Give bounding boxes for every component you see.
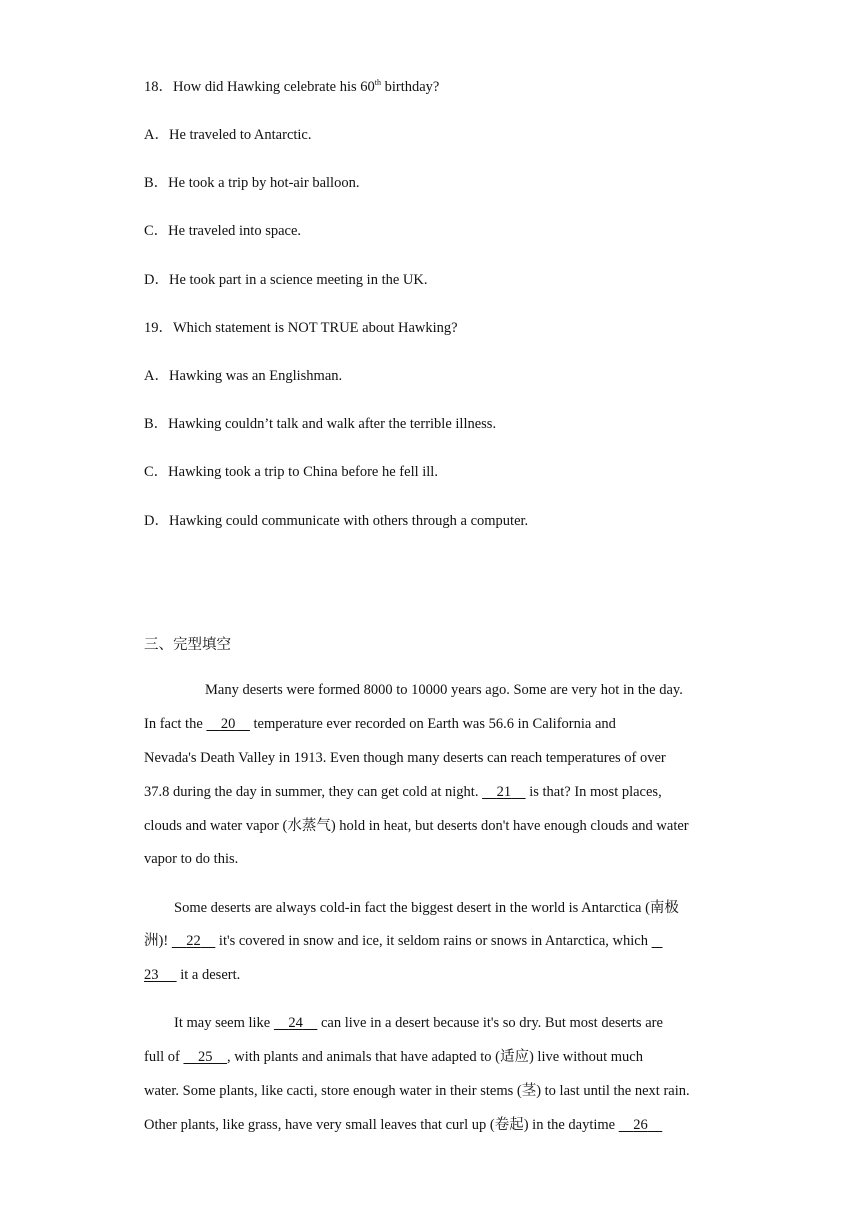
passage-text: full of: [144, 1049, 184, 1065]
passage-p2-line1: Some deserts are always cold-in fact the biggest desert in the world is Antarctica (南极: [174, 900, 679, 916]
passage-p3-line3: water. Some plants, like cacti, store enough water in their stems (茎) to last until the next rain.: [144, 1083, 690, 1099]
question-18-text: 18．How did Hawking celebrate his 60: [144, 79, 375, 95]
passage-p1-line4: [144, 783, 662, 801]
blank-23-start[interactable]: [652, 932, 663, 950]
passage-text: 37.8 during the day in summer, they can get cold at night.: [144, 784, 483, 800]
passage-p2-line2: [144, 932, 662, 950]
passage-text: can live in a desert because it's so dry. But most deserts are: [317, 1015, 663, 1031]
passage-text: is that? In most places,: [525, 784, 662, 800]
superscript: th: [374, 78, 381, 88]
question-19-option-c: C．Hawking took a trip to China before he fell ill.: [144, 464, 438, 480]
blank-21-number: 21: [496, 784, 512, 800]
blank-21[interactable]: [482, 783, 526, 801]
passage-p1-line1: Many deserts were formed 8000 to 10000 years ago. Some are very hot in the day.: [205, 682, 683, 698]
question-18-option-b: B．He took a trip by hot-air balloon.: [144, 175, 360, 191]
blank-23-number: 23: [144, 967, 159, 983]
passage-text: Other plants, like grass, have very small leaves that curl up (卷起) in the daytime: [144, 1117, 619, 1133]
passage-text: temperature ever recorded on Earth was 56.6 in California and: [249, 716, 616, 732]
question-18-option-d: D．He took part in a science meeting in the UK.: [144, 272, 428, 288]
question-19-stem: 19．Which statement is NOT TRUE about Hawking?: [144, 320, 458, 336]
passage-p1-line6: vapor to do this.: [144, 851, 239, 867]
blank-23[interactable]: [144, 966, 177, 984]
passage-p1-line3: Nevada's Death Valley in 1913. Even though many deserts can reach temperatures of over: [144, 750, 666, 766]
blank-24[interactable]: [274, 1014, 318, 1032]
question-19-option-b: B．Hawking couldn’t talk and walk after the terrible illness.: [144, 416, 497, 432]
question-18-option-a: A．He traveled to Antarctic.: [144, 127, 312, 143]
blank-24-number: 24: [288, 1015, 303, 1031]
passage-p1-line5: clouds and water vapor (水蒸气) hold in heat, but deserts don't have enough clouds and water: [144, 818, 689, 834]
passage-p3-line4: [144, 1116, 662, 1134]
blank-26-number: 26: [633, 1117, 648, 1133]
section-title: 三、完型填空: [144, 637, 231, 653]
blank-26[interactable]: [619, 1116, 663, 1134]
passage-text: It may seem like: [174, 1015, 274, 1031]
blank-20[interactable]: [206, 715, 250, 733]
passage-p2-line3: [144, 966, 240, 984]
blank-25[interactable]: [183, 1048, 227, 1066]
passage-text: , with plants and animals that have adapted to (适应) live without much: [226, 1049, 643, 1065]
question-19-option-d: D．Hawking could communicate with others through a computer.: [144, 513, 529, 529]
question-18-option-c: C．He traveled into space.: [144, 223, 302, 239]
passage-text: 洲)!: [144, 933, 172, 949]
passage-p1-line2: [144, 715, 616, 733]
question-18-text-end: birthday?: [380, 79, 440, 95]
passage-text: it's covered in snow and ice, it seldom rains or snows in Antarctica, which: [215, 933, 652, 949]
blank-20-number: 20: [220, 716, 236, 732]
blank-22-number: 22: [186, 933, 201, 949]
passage-text: it a desert.: [176, 967, 241, 983]
passage-p3-line1: [174, 1014, 663, 1032]
passage-p3-line2: [144, 1048, 643, 1066]
passage-text: In fact the: [144, 716, 207, 732]
question-18-stem: [144, 78, 439, 96]
blank-22[interactable]: [172, 932, 216, 950]
blank-25-number: 25: [197, 1049, 213, 1065]
question-19-option-a: A．Hawking was an Englishman.: [144, 368, 343, 384]
